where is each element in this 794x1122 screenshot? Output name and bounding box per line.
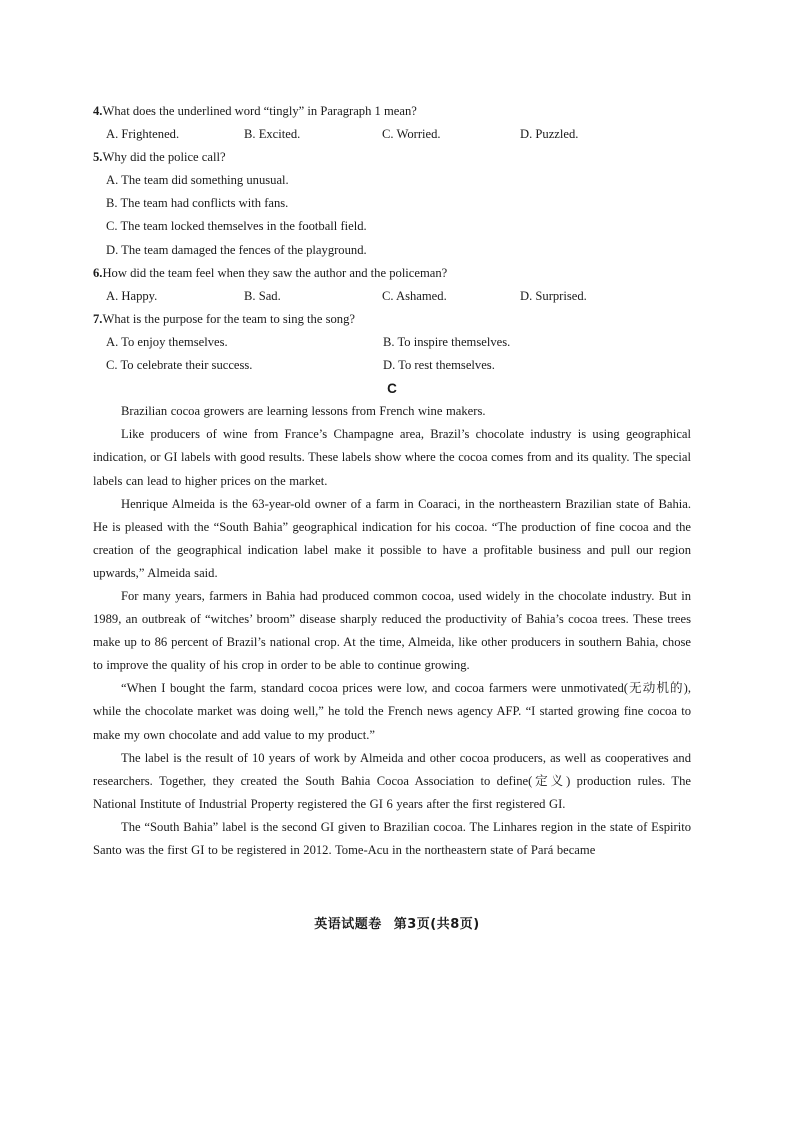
options-row [93,354,691,377]
option-d: D. The team damaged the fences of the playground. [106,242,367,257]
question-text: What does the underlined word “tingly” in Paragraph 1 mean? [102,104,417,118]
passage-paragraph: Brazilian cocoa growers are learning lessons from French wine makers. [121,404,486,419]
option-a: A. The team did something unusual. [106,173,289,188]
option-a: A. Happy. [106,288,158,303]
footer-page-number: 第3页(共8页) [393,917,480,932]
question-number: 4. [93,104,103,118]
passage-paragraph: For many years, farmers in Bahia had produced common cocoa, used widely in the chocolate industry. But in 1989, an outbreak of “witches’ broom” disease sharply reduced the productivity of Bahia’s cocoa trees. These trees make up to 86 percent of Brazil’s national crop. At the time, Almeida, like other producers in southern Bahia, chose to improve the quality of his crop in order to be able to continue growing. [93,588,691,673]
option-b: B. To inspire themselves. [383,334,511,349]
option-a: A. To enjoy themselves. [106,334,228,349]
question-7 [93,308,691,331]
passage-paragraph: “When I bought the farm, standard cocoa prices were low, and cocoa farmers were unmotivated(无动机的), while the chocolate market was doing well,” he told the French news agency AFP. “I started growing fine cocoa to make my own chocolate and add value to my product.” [93,681,691,742]
section-heading: C [387,381,397,397]
option-d: D. Puzzled. [520,127,579,142]
question-text: How did the team feel when they saw the author and the policeman? [102,265,448,280]
options-row [93,331,691,354]
passage-paragraph: Like producers of wine from France’s Champagne area, Brazil’s chocolate industry is using geographical indication, or GI labels with good results. These labels show where the cocoa comes from and its quality. The special labels can lead to higher prices on the market. [93,427,691,488]
footer-subject: 英语试题卷 [314,917,382,932]
passage-paragraph: Henrique Almeida is the 63-year-old owner of a farm in Coaraci, in the northeastern Brazilian state of Bahia. He is pleased with the “South Bahia” geographical indication for his cocoa. “The production of fine cocoa and the creation of the geographical indication label make it possible to have a profitable business and pull our region upwards,” Almeida said. [93,496,691,580]
page-content [93,100,691,862]
page-footer [0,913,794,932]
option-c: C. The team locked themselves in the football field. [106,219,367,234]
question-6 [93,262,691,285]
option-b: B. Sad. [244,288,281,303]
option-b: B. Excited. [244,127,301,142]
question-5 [93,146,691,169]
option-c: C. Worried. [382,127,441,142]
option-a: A. Frightened. [106,127,180,142]
question-text: Why did the police call? [102,150,226,165]
question-number: 6. [93,265,103,280]
question-number: 5. [93,150,103,165]
options-row [93,123,691,146]
question-4 [93,100,691,123]
options-row [93,285,691,308]
option-b: B. The team had conflicts with fans. [106,196,289,211]
question-number: 7. [93,311,103,326]
option-d: D. Surprised. [520,288,587,303]
option-c: C. Ashamed. [382,288,447,303]
question-text: What is the purpose for the team to sing the song? [102,311,355,326]
passage-paragraph: The “South Bahia” label is the second GI given to Brazilian cocoa. The Linhares region in the state of Espirito Santo was the first GI to be registered in 2012. Tome-Acu in the northeastern state of Pará became [93,819,691,857]
option-c: C. To celebrate their success. [106,358,253,373]
option-d: D. To rest themselves. [383,358,495,373]
passage-paragraph: The label is the result of 10 years of work by Almeida and other cocoa producers, as well as cooperatives and researchers. Together, they created the South Bahia Cocoa Association to define(定义) production rules. The National Institute of Industrial Property registered the GI 6 years after the first registered GI. [93,750,691,811]
